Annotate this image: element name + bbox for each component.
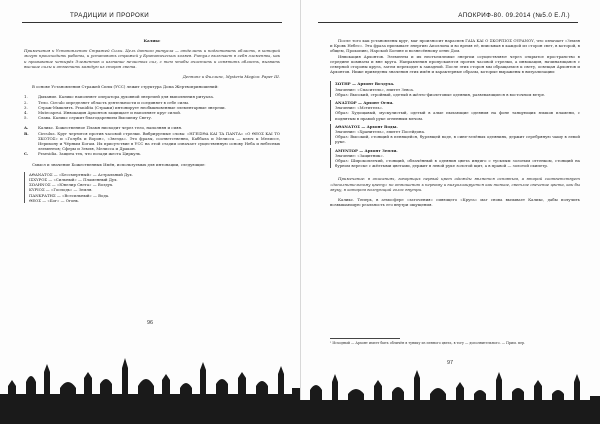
city-skyline-illustration <box>0 342 300 424</box>
list-item: 3. Страж-Мышлять. Pranidita (Стражи) интонирует необыкновенные элементарные энергии. <box>24 104 226 110</box>
left-running-head: ТРАДИЦИИ И ПРОРОКИ <box>70 12 150 19</box>
list-item: 4. Mutecaprui. Инвокация Архонтов защищает и наполняет круг силой. <box>24 110 182 116</box>
list-item: ΚΥΡΙΟΣ — «Господь» — Земля. <box>29 187 93 193</box>
right-page-body <box>330 38 580 207</box>
archon-image: Образ: Широкоплечий, стоящий, облачённый в одеяния цвета индиго с тусклым золотым оттенком, стоящий на бурном вереске с жёлтыми цветами, держит в левой руке золотой щит, а в правой — золотой скипетр. <box>335 158 580 169</box>
footnote: ¹ Исходный — Архонт имеет быть обличён в тунику из пенного цвета, в тогу — дополнительного. — Прим. пер. <box>330 341 526 345</box>
source-citation: Деннинг и Филлипс, Mysteria Magica: Paper III. <box>182 74 280 80</box>
closing-paragraph: Каликс. Теперь, в атмосфере «заточения» сияющего «Круга» маг снова вызывает Каликс, дабы получить возвышающую реальность его внутри ощущения. <box>330 197 580 208</box>
archon-block <box>330 100 580 121</box>
archon-name: ΑΘΑΝΑΤΟΣ — Архонт Воды. <box>335 123 398 129</box>
archon-meaning: Значение: «Спаситель», эпитет Зевса. <box>335 86 415 92</box>
archon-meaning: Значение: «Защитник». <box>335 152 384 158</box>
archon-name: ΑΝΑΣΤΩΡ — Архонт Огня. <box>335 100 394 106</box>
archon-image: Образ: Худощавый, мускулистый, одетый в алые пылающие одеяния на фоне танцующих языков пламени, с поднятым в правой руке огненным мечом. <box>335 110 580 121</box>
list-item: 1. Дыхание. Каликс наполняет оператора духовной энергией для выполнения ритуала. <box>24 94 215 100</box>
divine-names-list <box>24 172 280 203</box>
footnote-rule <box>330 338 400 339</box>
opening-paragraph: После того как установлены круг, маг произносит нараспев ΓΑΙΑ ΚΑΙ Ο ΣΚΟΡΠΙΟΣ ΟΥΡΑΝΟΥ, что означает «Земля и Кровь Небес». Эта фраза призывает энергию Аполлона и во время её, вписывая в каждой из сторон свет, в которой, в общем, Прокопию, Нарской Богине и вознесённому огню Дом. <box>330 38 580 54</box>
left-page-number: 96 <box>146 320 154 326</box>
archon-meaning: Значение: «Хранитель», эпитет Посейдона. <box>335 129 426 135</box>
right-page-number: 97 <box>446 360 454 366</box>
names-lead: Смысл и значение Божественных Имён, используемых для интонации, следующие: <box>32 161 206 167</box>
archon-meaning: Значение: «Мститель». <box>335 105 384 111</box>
list-item: ΑΘΑΝΑΤΟΣ — «Бессмертный» — Астральный Дух. <box>29 171 133 177</box>
opening-paragraph-2: Инвокация Архонтов. Элементы и их неотъемлемые энергии осуществляют через открытое пространство в середине комнаты и вне круга. Направления пропускаются против часовой стрелки, а инвокация, начинающаяся с северной стороны круга, затем переходит к западной. После этих сторон мы обращаемся к свету, освещая Архонтов и Архонтов. Ниже приведены значения этих имён и характерные образы, которые выражены в визуализации: <box>330 53 580 75</box>
archon-block <box>330 81 580 97</box>
archon-name: ΑΜΥΝΤΩΡ — Архонт Земли. <box>335 147 398 153</box>
list-item: 5. Слава. Каликс служит благодарением Высшему Свету. <box>24 115 153 121</box>
archon-name: ΣΩΤΗΡ — Архонт Воздуха. <box>335 81 395 87</box>
right-header-rule <box>318 22 578 23</box>
list-item: ΠΑΝΚΡΑΤΗΣ — «Всесильный» — Вода. <box>29 192 110 198</box>
list-item: ΣΩΛΗΝΟΣ — «Ювелир Света» — Воздух. <box>29 182 114 188</box>
archon-block <box>330 124 580 145</box>
lead-paragraph: В основе Установления Стражей Силы (УСС) лежит структура Дома Жертвоприношений: <box>32 84 219 90</box>
right-running-head: АПОКРИФ-80. 09.2014 (№5.0 E.Л.) <box>458 12 570 19</box>
list-item: C. Praesidia. Защита тех, что позади жеста Циркуль. <box>24 151 142 157</box>
list-item: B. Circulus. Круг чертится против часовой стрелки. Вибрируемые слова: «ΗΓΕΙΣΘΑ ΚΑΙ ΤΑ ΠΑΝΤΑ» «Ο ΘΕΟΣ ΚΑΙ ΤΟ ΣΚΟΤΟΣ» и «Голубь и Ворон», «Звезда». Это фразы, соответственно, Каббала и Мелисса — ключ к Мелиссе, Иерихону и Чёрным Богам. Их присутствие в УСС на этой стадии означает существенную основу Неба и небесных элементов; Сферы и Земля, Мелисса и Дракон. <box>24 130 280 152</box>
archon-image: Образ: Высокий, стройный, одетый в жёлто-фиолетовые одеяния, развевающиеся в восточном ветре. <box>335 91 546 97</box>
archon-block <box>330 148 580 169</box>
right-page <box>300 0 600 424</box>
note-paragraph: Примечание: в описаниях, говорящих первый цвет одежды является основным, а второй соответствует «дополнительному цвету» по отношению к первому и визуализируется как тонкое, светлое свечение цвета, как бы звуку, в котором волнующий голос внутри. <box>330 176 580 192</box>
list-item: ΙΣΧΥΡΟΣ — «Сильный» — Пламенный Дух. <box>29 177 118 183</box>
left-page-body <box>24 38 280 203</box>
list-item: A. Каликс. Божественное Пламя нисходит через тело, наполняя и сияя. <box>24 125 183 131</box>
list-item: 2. Тело. Circulo определяет область деятельности и соединяет в себе силы. <box>24 99 190 105</box>
city-skyline-illustration <box>300 360 600 424</box>
intro-paragraph: Примечания к Установлению Стражей Силы. Цель данного ритуала — отделить и подготовить область, в которой могут происходить работы, и установить стражей у Британических хозяев. Ритуал включает в себя элементы, как и призывание четырёх Элементов и изгнание нечистых сил, с тем чтобы очистить и освятить область, вызвать высшие силы и отметить каждую из сторон света. <box>24 48 280 69</box>
substeps-list <box>24 125 280 156</box>
list-item: ΘΕΟΣ — «Бог» — Огонь. <box>29 197 80 203</box>
steps-list <box>24 94 280 120</box>
section-title: Каликс <box>143 38 161 43</box>
archon-image: Образ: Высокий, стоящий в пенящейся, бурлящей воде, в сине-зелёных одеяниях, держит серебряную чашу в левой руке. <box>335 134 580 145</box>
left-header-rule <box>22 22 282 23</box>
